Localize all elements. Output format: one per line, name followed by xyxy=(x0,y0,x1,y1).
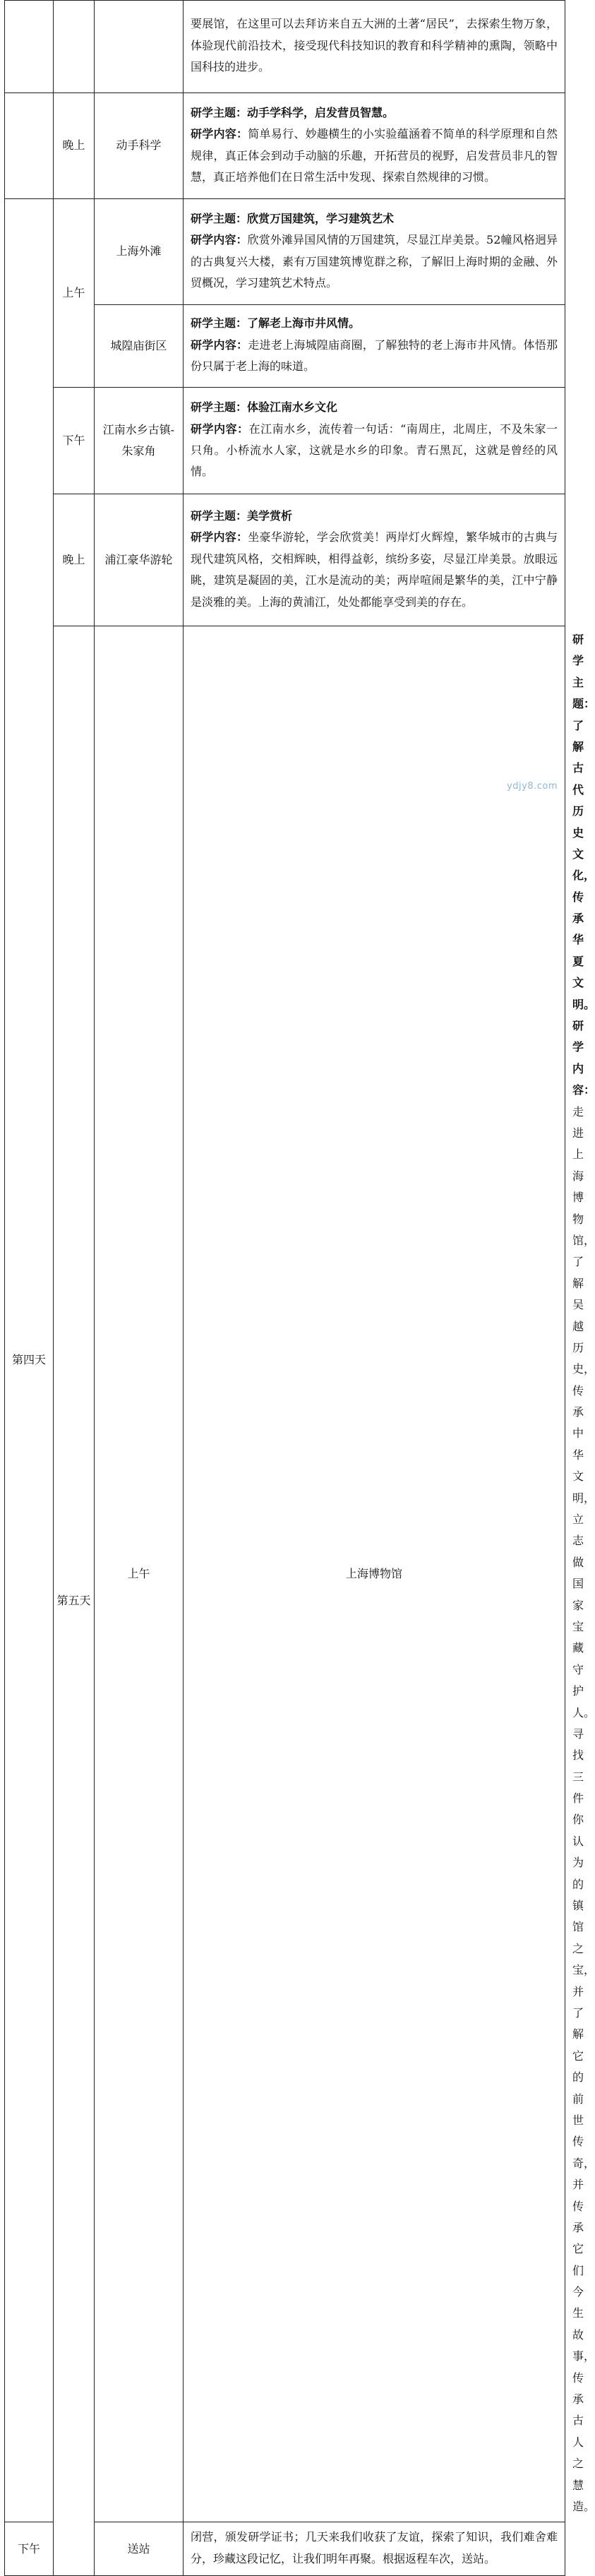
period-cell xyxy=(95,626,184,2522)
content-cell xyxy=(184,2522,565,2576)
place-cell xyxy=(95,93,184,199)
period-cell xyxy=(5,2522,54,2576)
period-cell xyxy=(54,199,95,388)
description-text: 要展馆，在这里可以去拜访来自五大洲的土著“居民”，去探索生物万象，体验现代前沿技术，接受现代科技知识的教育和科学精神的熏陶，领略中国科技的进步。 xyxy=(191,17,558,74)
place-label: 上海外滩 xyxy=(116,244,162,258)
period-label: 晚上 xyxy=(62,138,85,153)
place-cell xyxy=(95,388,184,494)
period-cell xyxy=(54,1,95,93)
theme-line: 研学主题：动手学科学，启发营员智慧。 xyxy=(191,105,395,119)
day-label: 第四天 xyxy=(11,1353,46,1367)
description-text: 闭营，颁发研学证书；几天来我们收获了友谊，探索了知识，我们难舍难分，珍藏这段记忆，让我们明年再聚。根据返程车次，送站。 xyxy=(191,2530,558,2565)
theme-line: 研学主题：了解老上海市井风情。 xyxy=(191,316,361,330)
table-row xyxy=(5,93,565,199)
table-row xyxy=(5,1,565,93)
place-cell xyxy=(184,626,565,2522)
place-label: 上海博物馆 xyxy=(345,1566,402,1580)
day-cell xyxy=(5,93,54,199)
content-cell xyxy=(184,388,565,494)
content-line: 研学内容：走进老上海城隍庙商圈，了解独特的老上海市井风情。体悟那份只属于老上海的味道。 xyxy=(191,338,558,374)
place-label: 动手科学 xyxy=(116,138,162,153)
place-label: 浦江豪华游轮 xyxy=(104,552,173,566)
content-line: 研学内容：坐豪华游轮，学会欣赏美！两岸灯火辉煌，繁华城市的古典与现代建筑风格，交相辉映，相得益彰，缤纷多姿，尽显江岸美景。放眼远眺，建筑是凝固的美，江水是流动的美；两岸喧闹是繁华的美，江中宁静是淡雅的美。上海的黄浦江，处处都能享受到美的存在。 xyxy=(191,530,558,609)
period-label: 下午 xyxy=(62,433,85,447)
watermark: ydjy8.com xyxy=(507,781,558,792)
place-label: 江南水乡古镇-朱家角 xyxy=(102,422,175,458)
place-cell xyxy=(95,305,184,388)
day-cell xyxy=(5,1,54,93)
place-cell xyxy=(95,199,184,305)
period-label: 上午 xyxy=(127,1566,150,1580)
content-cell xyxy=(184,199,565,305)
place-cell xyxy=(95,2522,184,2576)
content-cell xyxy=(184,494,565,626)
day-cell xyxy=(54,626,95,2576)
content-cell xyxy=(184,305,565,388)
theme-line: 研学主题：体验江南水乡文化 xyxy=(191,400,338,415)
period-label: 下午 xyxy=(17,2541,40,2556)
table-row: 第五天 上午 上海博物馆 研学主题：了解古代历史文化，传承华夏文明。 研学内容：走进上海博物馆，了解吴越历史，传承中华文明，立志做国家宝藏守护人。寻找三件你认为的镇馆之宝，并了解它的前世传奇，并传承它们今生故事，传承古人之慧造。 xyxy=(5,626,565,2522)
day-label: 第五天 xyxy=(56,1593,91,1607)
day-cell xyxy=(5,199,54,2522)
place-cell xyxy=(95,494,184,626)
period-label: 上午 xyxy=(62,285,85,299)
place-cell xyxy=(95,1,184,93)
period-cell xyxy=(54,93,95,199)
period-cell xyxy=(54,388,95,494)
content-cell xyxy=(184,1,565,93)
content-cell xyxy=(184,93,565,199)
theme-line: 研学主题：美学赏析 xyxy=(191,509,293,523)
table-row xyxy=(5,494,565,626)
place-label: 送站 xyxy=(127,2541,150,2556)
theme-line: 研学主题：欣赏万国建筑，学习建筑艺术 xyxy=(191,211,395,225)
itinerary-table xyxy=(4,0,595,2576)
period-cell xyxy=(54,494,95,626)
content-line: 研学内容：欣赏外滩异国风情的万国建筑，尽显江岸美景。52幢风格迥异的古典复兴大楼，素有万国建筑博览群之称，了解旧上海时期的金融、外贸概况，学习建筑艺术特点。 xyxy=(191,233,558,290)
table-row xyxy=(5,388,565,494)
content-line: 研学内容：在江南水乡，流传着一句话：“南周庄，北周庄，不及朱家一只角。小桥流水人家，这就是水乡的印象。青石黑瓦，这就是曾经的风情。 xyxy=(191,422,558,479)
table-row xyxy=(5,199,565,305)
period-label: 晚上 xyxy=(62,552,85,566)
content-line: 研学内容：简单易行、妙趣横生的小实验蕴涵着不简单的科学原理和自然规律，真正体会到动手动脑的乐趣，开拓营员的视野，启发营员非凡的智慧，真正培养他们在日常生活中发现、探索自然规律的习惯。 xyxy=(191,127,558,184)
place-label: 城隍庙街区 xyxy=(110,338,167,352)
